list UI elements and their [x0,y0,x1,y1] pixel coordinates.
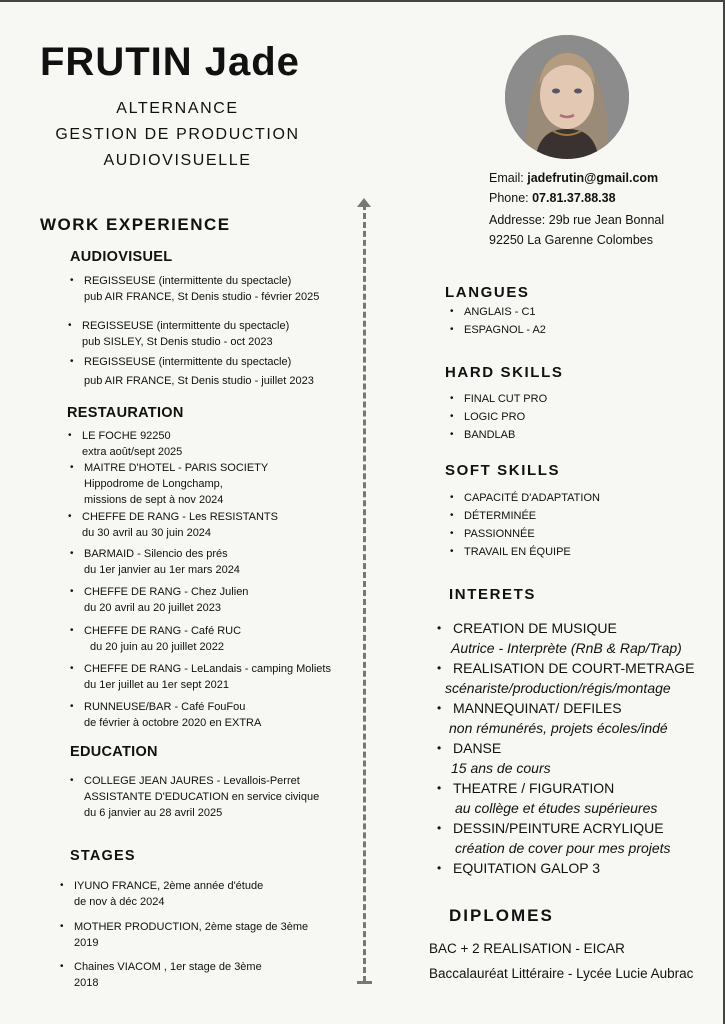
subtitle-line: AUDIOVISUELLE [103,152,252,169]
list-item: • DÉTERMINÉE [450,507,710,525]
address-line2: 92250 La Garenne Colombes [489,233,654,247]
stage-item [60,959,355,991]
restauration-item [70,584,360,616]
item-title: LE FOCHE 92250 [82,430,171,442]
list-item [433,738,718,778]
item-title: BARMAID - Silencio des prés [84,548,228,560]
email-value[interactable]: jadefrutin@gmail.com [527,171,659,185]
diplomes-list [429,936,693,986]
item-detail: extra août/sept 2025 [82,446,183,458]
email-label: Email: [489,171,524,185]
list-item [433,818,718,858]
list-item [433,618,718,658]
list-item [70,699,360,731]
subsection-title-audiovisuel: AUDIOVISUEL [70,249,173,265]
contact-address [489,210,664,230]
subsection-title-stages: STAGES [70,848,136,864]
list-item [70,623,360,655]
item-title: CHEFFE DE RANG - Café RUC [84,625,242,637]
list-item [60,878,355,910]
interest-title: DANSE [453,740,502,756]
item-detail: ASSISTANTE D'EDUCATION en service civique [84,791,320,803]
job-subtitle [40,96,315,174]
list-item [60,919,355,951]
interest-detail: non rémunérés, projets écoles/indé [449,720,668,736]
item-detail: pub SISLEY, St Denis studio - oct 2023 [82,336,273,348]
restauration-item [68,509,358,541]
section-title-diplomes: DIPLOMES [449,906,554,925]
list-item [68,509,358,541]
item-detail: pub AIR FRANCE, St Denis studio - juillet 2023 [84,375,314,387]
item-title: CHEFFE DE RANG - Les RESISTANTS [82,511,278,523]
address-line1: 29b rue Jean Bonnal [548,213,665,227]
item-title: CHEFFE DE RANG - Chez Julien [84,586,249,598]
item-detail: du 20 juin au 20 juillet 2022 [90,641,224,653]
interest-detail: création de cover pour mes projets [455,840,671,856]
phone-label: Phone: [489,191,529,205]
audiovisuel-list [70,354,360,389]
item-title: REGISSEUSE (intermittente du spectacle) [82,320,290,332]
item-title: REGISSEUSE (intermittente du spectacle) [84,356,292,368]
interest-detail: au collège et études supérieures [455,800,658,816]
list-item [68,428,358,460]
item-title: COLLEGE JEAN JAURES - Levallois-Perret [84,775,300,787]
list-item [68,318,358,350]
item-detail: pub AIR FRANCE, St Denis studio - février 2025 [84,291,320,303]
item-title: RUNNEUSE/BAR - Café FouFou [84,701,246,713]
restauration-item [70,546,360,578]
address-label: Addresse: [489,213,546,227]
interest-title: CREATION DE MUSIQUE [453,620,617,636]
interest-detail: 15 ans de cours [451,760,551,776]
langues-list [450,303,710,339]
list-item: • LOGIC PRO [450,408,710,426]
list-item [433,658,718,698]
soft-skills-list [450,489,710,561]
subsection-title-restauration: RESTAURATION [67,405,184,421]
item-title: CHEFFE DE RANG - LeLandais - camping Moliets [84,663,331,675]
restauration-item [68,428,358,460]
audiovisuel-list [70,273,360,305]
item-detail: missions de sept à nov 2024 [84,494,224,506]
section-title-work: WORK EXPERIENCE [40,215,231,234]
list-item [70,354,360,389]
list-item [433,778,718,818]
interest-detail: Autrice - Interprète (RnB & Rap/Trap) [451,640,682,656]
audiovisuel-list [68,318,358,350]
interest-title: DESSIN/PEINTURE ACRYLIQUE [453,820,664,836]
restauration-item [70,699,360,731]
list-item: • ANGLAIS - C1 [450,303,710,321]
item-detail: du 1er janvier au 1er mars 2024 [84,564,240,576]
list-item: • PASSIONNÉE [450,525,710,543]
list-item [70,661,360,693]
subtitle-line: ALTERNANCE [116,100,239,117]
education-item [70,773,360,821]
item-title: MAITRE D'HOTEL - PARIS SOCIETY [84,462,269,474]
item-title: MOTHER PRODUCTION, 2ème stage de 3ème [74,921,309,933]
list-item [433,858,718,878]
list-item [70,460,360,508]
item-detail: du 1er juillet au 1er sept 2021 [84,679,229,691]
interest-title: EQUITATION GALOP 3 [453,860,601,876]
item-detail: du 30 avril au 30 juin 2024 [82,527,212,539]
list-item [60,959,355,991]
interest-title: MANNEQUINAT/ DEFILES [453,700,622,716]
list-item: • CAPACITÉ D'ADAPTATION [450,489,710,507]
section-title-langues: LANGUES [445,284,530,301]
list-item: • TRAVAIL EN ÉQUIPE [450,543,710,561]
item-detail: du 6 janvier au 28 avril 2025 [84,807,223,819]
list-item [70,584,360,616]
candidate-name: FRUTIN Jade [40,40,300,84]
list-item: • BANDLAB [450,426,710,444]
list-item [70,546,360,578]
section-title-hard-skills: HARD SKILLS [445,364,564,381]
diploma-item: Baccalauréat Littéraire - Lycée Lucie Aubrac [429,966,694,981]
restauration-item [70,623,360,655]
timeline-divider [363,204,366,982]
contact-block [489,168,664,250]
restauration-item [70,460,360,508]
item-detail: Hippodrome de Longchamp, [84,478,223,490]
item-title: REGISSEUSE (intermittente du spectacle) [84,275,292,287]
item-detail: 2019 [74,937,99,949]
section-title-interets: INTERETS [449,586,536,603]
stage-item [60,919,355,951]
interest-title: THEATRE / FIGURATION [453,780,615,796]
list-item [70,273,360,305]
phone-value[interactable]: 07.81.37.88.38 [532,191,616,205]
hard-skills-list [450,390,710,444]
item-title: IYUNO FRANCE, 2ème année d'étude [74,880,264,892]
section-title-soft-skills: SOFT SKILLS [445,462,561,479]
item-detail: de février à octobre 2020 en EXTRA [84,717,262,729]
contact-phone [489,188,664,208]
interets-list [433,618,718,878]
diploma-item: BAC + 2 REALISATION - EICAR [429,941,625,956]
item-detail: de nov à déc 2024 [74,896,165,908]
item-detail: du 20 avril au 20 juillet 2023 [84,602,221,614]
profile-photo [505,35,629,159]
interest-detail: scénariste/production/régis/montage [445,680,671,696]
subsection-title-education: EDUCATION [70,744,158,760]
list-item [433,698,718,738]
stage-item [60,878,355,910]
subtitle-line: GESTION DE PRODUCTION [55,126,300,143]
restauration-item [70,661,360,693]
timeline-cap [357,981,372,984]
contact-email [489,168,664,188]
list-item [70,773,360,821]
list-item: • FINAL CUT PRO [450,390,710,408]
item-title: Chaines VIACOM , 1er stage de 3ème [74,961,262,973]
list-item: • ESPAGNOL - A2 [450,321,710,339]
interest-title: REALISATION DE COURT-METRAGE [453,660,695,676]
item-detail: 2018 [74,977,99,989]
